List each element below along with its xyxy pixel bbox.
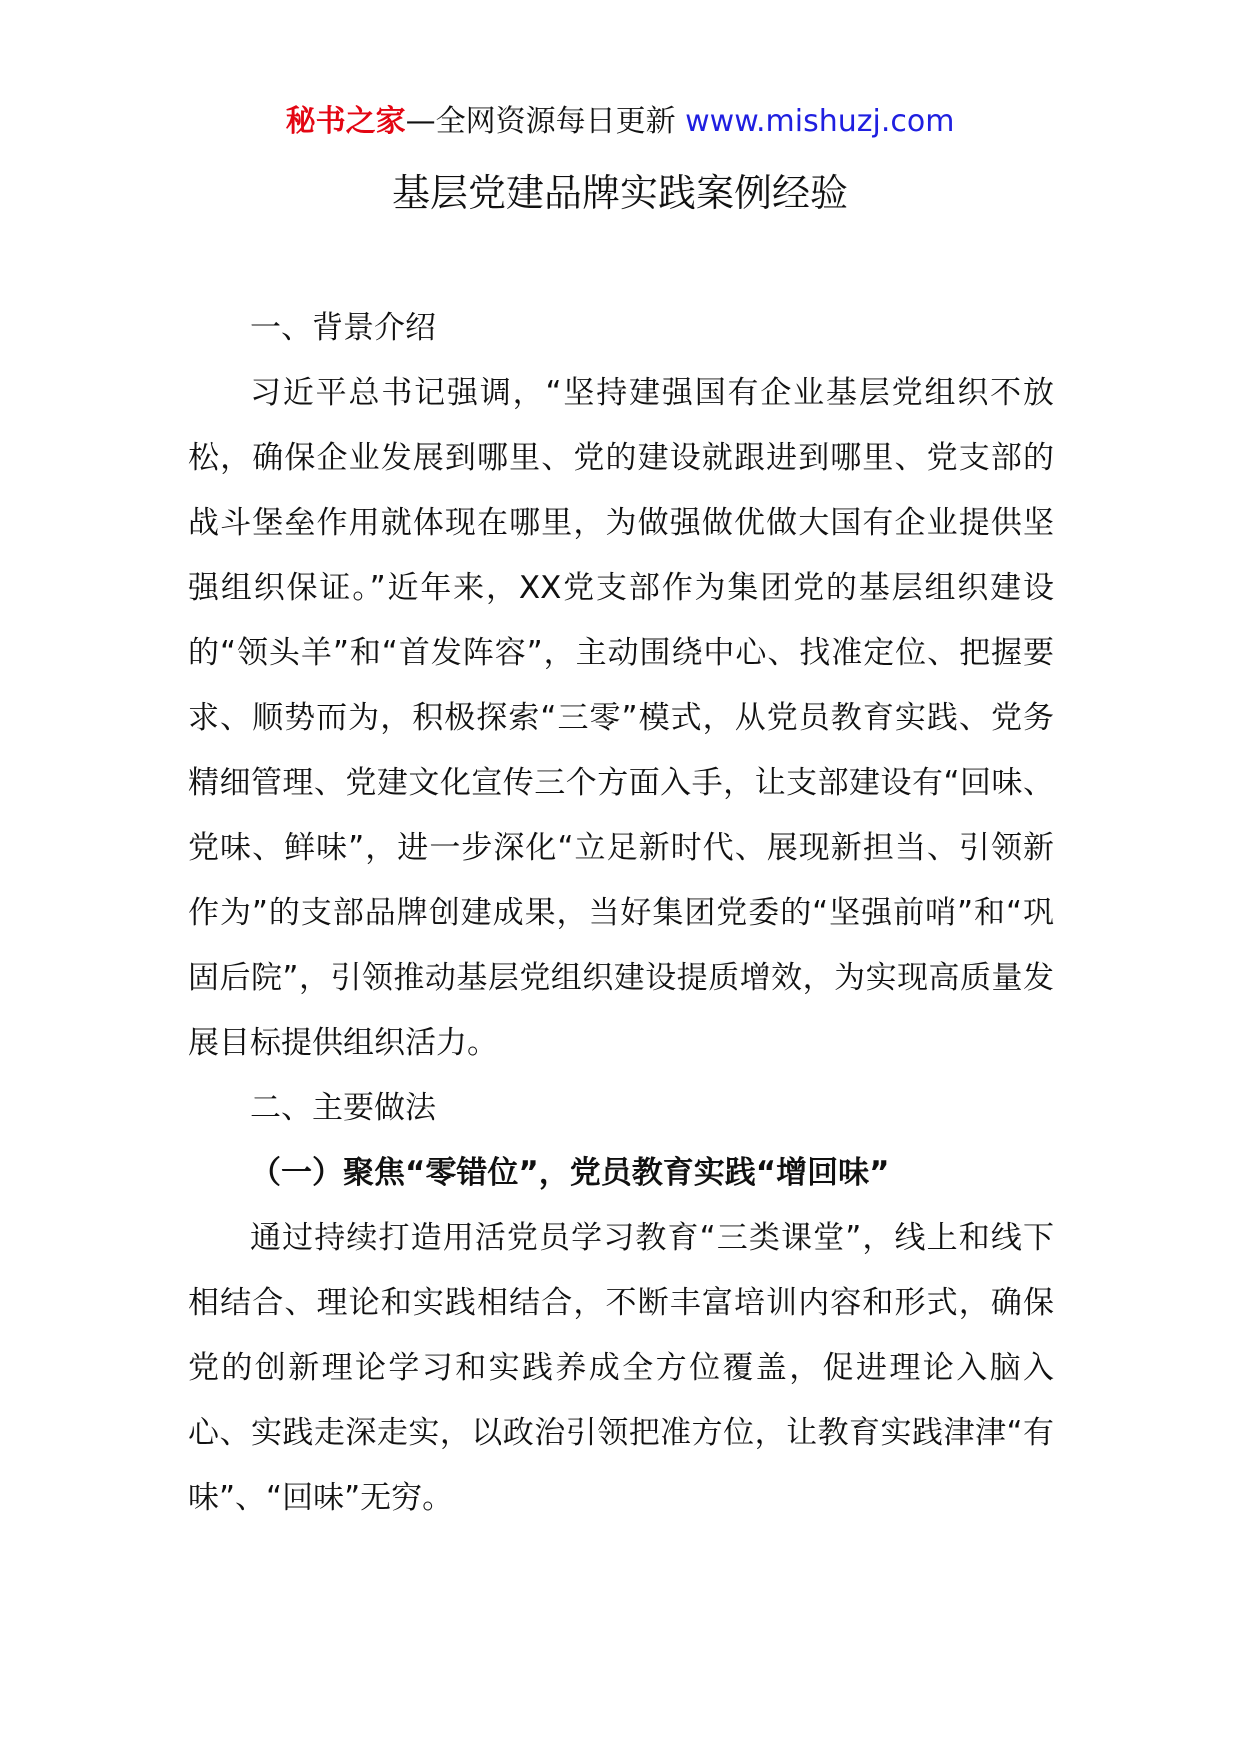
site-header: [0, 100, 1240, 144]
site-url-link[interactable]: www.mishuzj.com: [685, 104, 955, 139]
document-title: 基层党建品牌实践案例经验: [391, 171, 848, 215]
subsection-paragraph-education: 通过持续打造用活党员学习教育“三类课堂”，线上和线下相结合、理论和实践相结合，不断丰富培训内容和形式，确保党的创新理论学习和实践养成全方位覆盖，促进理论入脑入心、实践走深走实，以政治引领把准方位，让教育实践津津“有味”、“回味”无穷。: [188, 1220, 1054, 1516]
subsection-heading-zero-misalignment: （一）聚焦“零错位”，党员教育实践“增回味”: [250, 1155, 890, 1191]
header-tagline: —全网资源每日更新: [405, 104, 686, 139]
section-heading-main-practices: 二、主要做法: [250, 1090, 436, 1126]
background-paragraph: 习近平总书记强调，“坚持建强国有企业基层党组织不放松，确保企业发展到哪里、党的建设就跟进到哪里、党支部的战斗堡垒作用就体现在哪里，为做强做优做大国有企业提供坚强组织保证。”近年来，XX党支部作为集团党的基层组织建设的“领头羊”和“首发阵容”，主动围绕中心、找准定位、把握要求、顺势而为，积极探索“三零”模式，从党员教育实践、党务精细管理、党建文化宣传三个方面入手，让支部建设有“回味、党味、鲜味”，进一步深化“立足新时代、展现新担当、引领新作为”的支部品牌创建成果，当好集团党委的“坚强前哨”和“巩固后院”，引领推动基层党组织建设提质增效，为实现高质量发展目标提供组织活力。: [188, 375, 1054, 1061]
document-body: [188, 296, 1054, 1531]
section-heading-background: 一、背景介绍: [250, 310, 436, 346]
brand-name: 秘书之家: [285, 104, 406, 139]
